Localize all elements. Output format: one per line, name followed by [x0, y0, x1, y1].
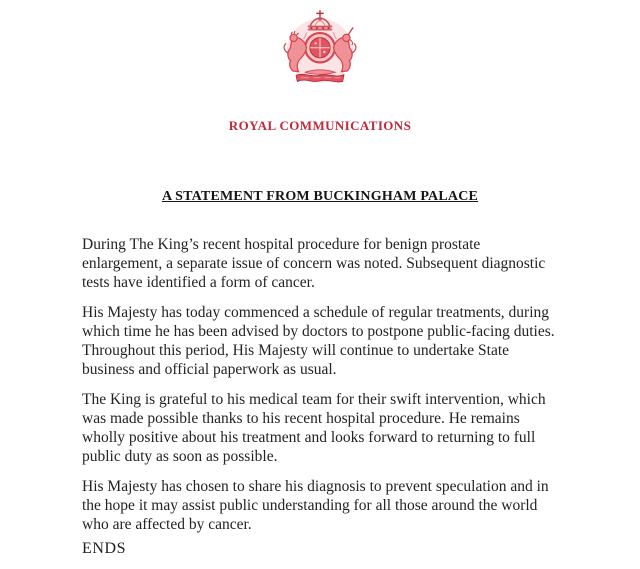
ends-label: ENDS: [82, 540, 127, 557]
organization-name: ROYAL COMMUNICATIONS: [228, 118, 412, 133]
royal-coat-of-arms-icon: [274, 8, 366, 96]
statement-title: [0, 189, 640, 205]
statement-title-text: A STATEMENT FROM BUCKINGHAM PALACE: [161, 189, 479, 204]
statement-paragraph-2: His Majesty has today commenced a schedule of regular treatments, during which time he has been advised by doctors to postpone public-facing duties. Throughout this period, His Majesty will continue to undertake State business and official paperwork as usual.: [82, 304, 555, 378]
statement-paragraph-3: The King is grateful to his medical team for their swift intervention, which was made possible thanks to his recent hospital procedure. He remains wholly positive about his treatment and looks forward to returning to full public duty as soon as possible.: [82, 391, 546, 465]
statement-body: [82, 235, 562, 534]
statement-paragraph-4: His Majesty has chosen to share his diagnosis to prevent speculation and in the hope it may assist public understanding for all those around the world who are affected by cancer.: [82, 478, 549, 533]
statement-paragraph-1: During The King’s recent hospital procedure for benign prostate enlargement, a separate issue of concern was noted. Subsequent diagnostic tests have identified a form of cancer.: [82, 236, 546, 291]
